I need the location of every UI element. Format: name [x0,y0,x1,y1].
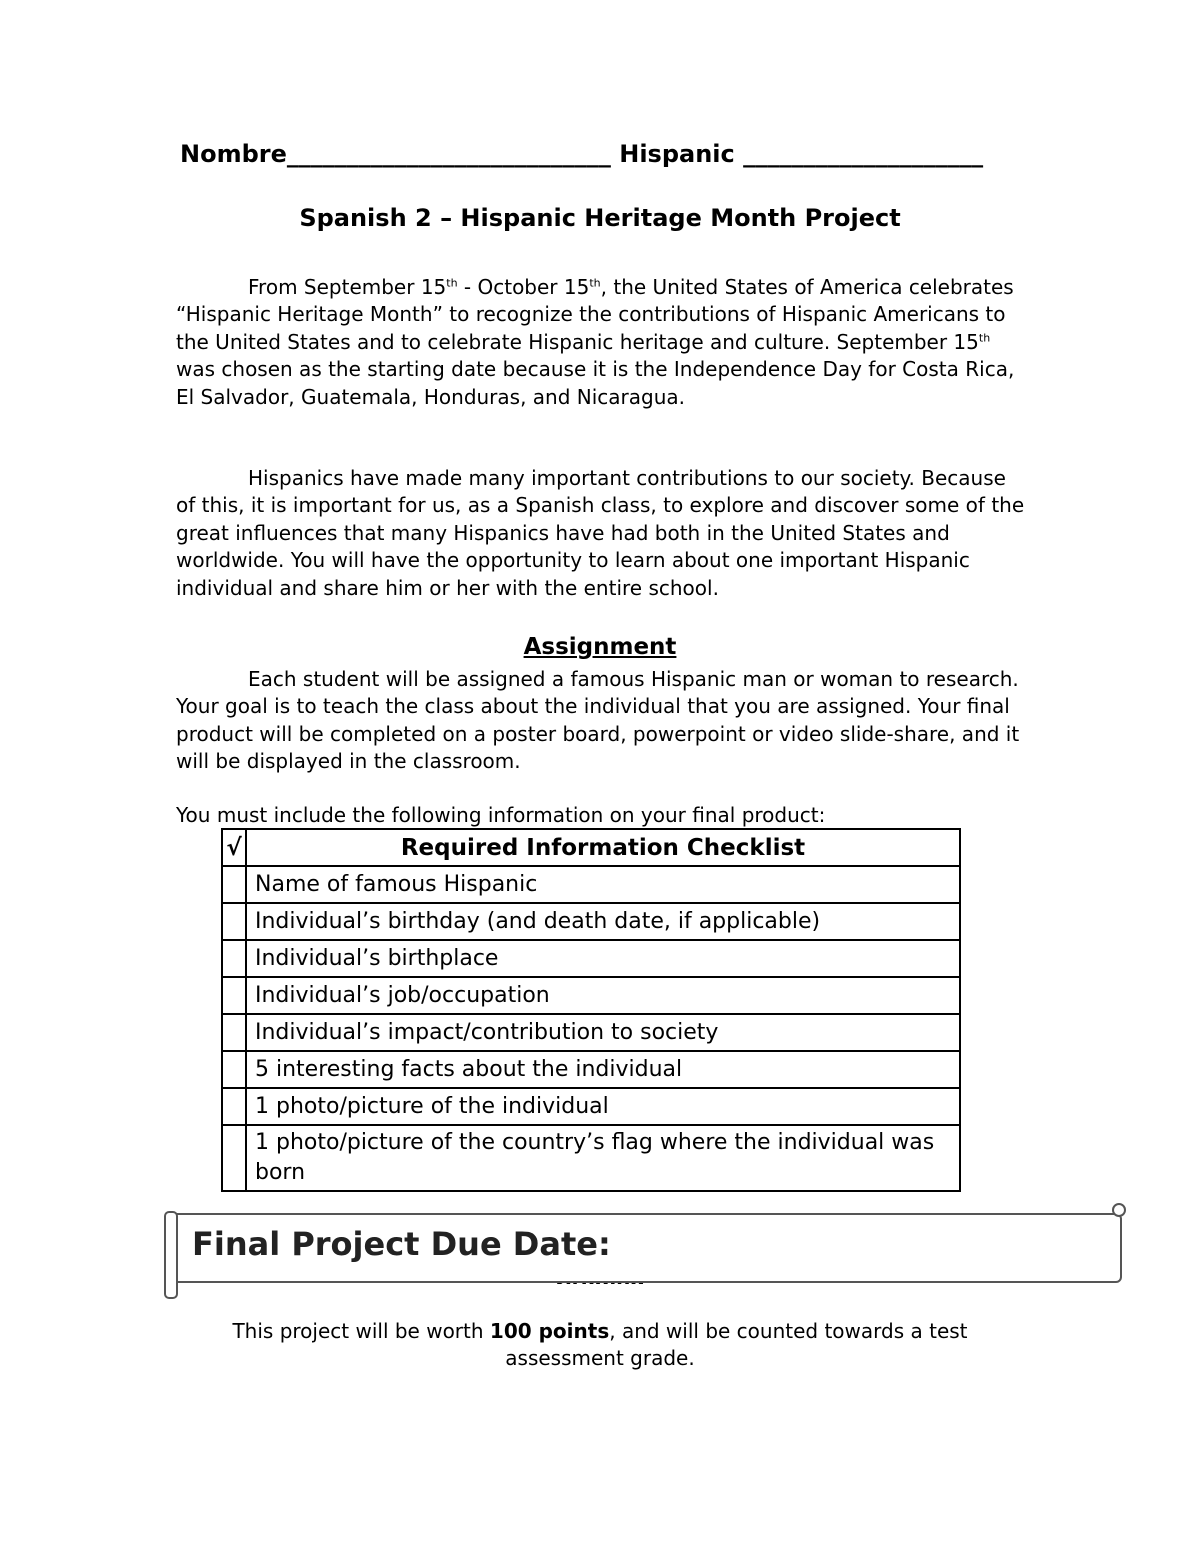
closing-text-2: , and will be counted towards a test assessment grade. [505,1319,968,1370]
nombre-label: Nombre [180,140,287,168]
assignment-heading: Assignment [523,634,677,660]
checklist-row [222,1125,960,1191]
scroll-curl-right-icon [1112,1203,1126,1217]
nombre-blank: ___________________________ [286,140,611,168]
checklist-row [222,1088,960,1125]
assignment-paragraph [176,666,1026,776]
checklist-row [222,903,960,940]
intro-text-2: - October 15 [457,275,590,299]
checklist-row [222,1051,960,1088]
due-date-label: Final Project Due Date: [192,1225,611,1263]
checklist-row [222,977,960,1014]
checkbox-cell[interactable] [222,903,246,940]
assignment-text: Each student will be assigned a famous Hispanic man or woman to research. Your goal is to teach the class about the individual that you are assigned. Your final product will be completed on a poster board, powerpoint or video slide-share, and it will be displayed in the classroom. [176,667,1020,774]
checklist-title: Required Information Checklist [246,829,960,866]
contributions-paragraph [176,465,1026,602]
checkbox-cell[interactable] [222,1051,246,1088]
checkbox-cell[interactable] [222,977,246,1014]
intro-sup-3: th [978,331,991,345]
checklist-item: 1 photo/picture of the country’s flag where the individual was born [246,1125,960,1191]
checkbox-cell[interactable] [222,866,246,903]
grading-statement [200,1318,1000,1372]
checkbox-cell[interactable] [222,1125,246,1191]
checkbox-cell[interactable] [222,1014,246,1051]
checkbox-cell[interactable] [222,940,246,977]
checklist-item: Individual’s impact/contribution to society [246,1014,960,1051]
checklist-item: 5 interesting facts about the individual [246,1051,960,1088]
page-title: Spanish 2 – Hispanic Heritage Month Project [299,204,901,232]
contributions-text: Hispanics have made many important contributions to our society. Because of this, it is important for us, as a Spanish class, to explore and discover some of the great influences that many Hispanics have had both in the United States and worldwide. You will have the opportunity to learn about one important Hispanic individual and share him or her with the entire school. [176,466,1025,600]
checklist-item: Individual’s birthday (and death date, if applicable) [246,903,960,940]
check-column-header: √ [222,829,246,866]
points-value: 100 points [489,1319,610,1343]
hispanic-blank: ____________________ [743,140,984,168]
include-instruction: You must include the following information on your final product: [176,803,826,827]
required-info-checklist [221,828,961,1192]
checkbox-cell[interactable] [222,1088,246,1125]
closing-text-1: This project will be worth [232,1319,490,1343]
checklist-header-row [222,829,960,866]
checklist-row [222,866,960,903]
checklist-row [222,940,960,977]
checklist-row [222,1014,960,1051]
due-date-scroll-banner [170,1213,1122,1283]
intro-text-4: was chosen as the starting date because it is the Independence Day for Costa Rica, El Salvador, Guatemala, Honduras, and Nicaragua. [176,357,1015,409]
checklist-item: Individual’s job/occupation [246,977,960,1014]
intro-text-3: , the United States of America celebrates “Hispanic Heritage Month” to recognize the contributions of Hispanic Americans to the United States and to celebrate Hispanic heritage and culture. September 15 [176,275,1014,354]
intro-sup-2: th [589,276,601,290]
checklist-item: 1 photo/picture of the individual [246,1088,960,1125]
scroll-curl-left-icon [164,1211,178,1299]
checklist-item: Individual’s birthplace [246,940,960,977]
intro-text-1: From September 15 [248,275,447,299]
intro-sup-1: th [446,276,458,290]
hispanic-label: Hispanic [619,140,735,168]
name-header-line [180,140,1040,168]
checklist-item: Name of famous Hispanic [246,866,960,903]
intro-paragraph [176,274,1026,411]
